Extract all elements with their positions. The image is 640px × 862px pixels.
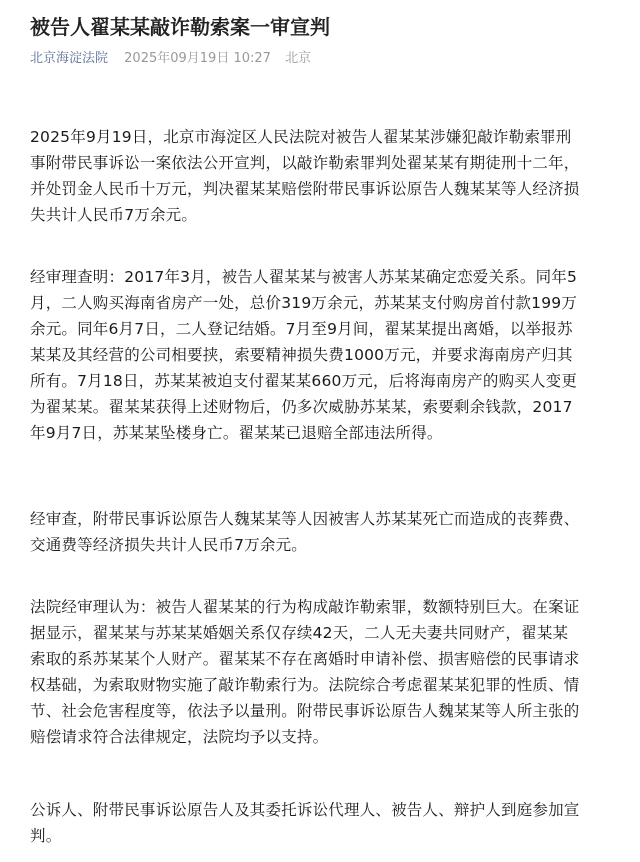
- text-line: 2025年9月19日，北京市海淀区人民法院对被告人翟某某涉嫌犯敲诈勒索罪刑: [30, 128, 572, 146]
- text-line: 经审查，附带民事诉讼原告人魏某某等人因被害人苏某某死亡而造成的丧葬费、: [30, 510, 580, 528]
- text-line: 所有。7月18日，苏某某被迫支付翟某某660万元，后将海南房产的购买人变更: [30, 372, 578, 390]
- text-line: 赔偿请求符合法律规定，法院均予以支持。: [30, 728, 329, 746]
- text-line: 失共计人民币7万余元。: [30, 206, 198, 224]
- publish-time: 2025年09月19日 10:27: [124, 51, 271, 66]
- text-line: 事附带民事诉讼一案依法公开宣判，以敲诈勒索罪判处翟某某有期徒刑十二年，: [30, 154, 580, 172]
- article-title: 被告人翟某某敲诈勒索案一审宣判: [30, 15, 330, 39]
- paragraph-attendance: [30, 797, 620, 849]
- text-line: 判。: [30, 827, 62, 845]
- publish-location: 北京: [285, 51, 312, 66]
- paragraph-civil-claim: [30, 506, 620, 558]
- text-line: 节、社会危害程度等，依法予以量刑。附带民事诉讼原告人魏某某等人所主张的: [30, 702, 580, 720]
- text-line: 索取的系苏某某个人财产。翟某某不存在离婚时申请补偿、损害赔偿的民事请求: [30, 650, 580, 668]
- paragraph-court-opinion: [30, 594, 620, 750]
- source-link[interactable]: 北京海淀法院: [30, 51, 109, 66]
- text-line: 为翟某某。翟某某获得上述财物后，仍多次威胁苏某某，索要剩余钱款，2017: [30, 398, 573, 416]
- text-line: 交通费等经济损失共计人民币7万余元。: [30, 536, 307, 554]
- text-line: 法院经审理认为：被告人翟某某的行为构成敲诈勒索罪，数额特别巨大。在案证: [30, 598, 580, 616]
- text-line: 月，二人购买海南省房产一处，总价319万余元，苏某某支付购房首付款199万: [30, 294, 578, 312]
- paragraph-facts: [30, 264, 620, 446]
- text-line: 公诉人、附带民事诉讼原告人及其委托诉讼代理人、被告人、辩护人到庭参加宣: [30, 801, 580, 819]
- text-line: 余元。同年6月7日，二人登记结婚。7月至9月间，翟某某提出离婚，以举报苏: [30, 320, 573, 338]
- paragraph-verdict: [30, 124, 620, 228]
- text-line: 某某及其经营的公司相要挟，索要精神损失费1000万元，并要求海南房产归其: [30, 346, 573, 364]
- text-line: 年9月7日，苏某某坠楼身亡。翟某某已退赔全部违法所得。: [30, 424, 443, 442]
- article-meta: [30, 50, 311, 68]
- text-line: 权基础，为索取财物实施了敲诈勒索行为。法院综合考虑翟某某犯罪的性质、情: [30, 676, 580, 694]
- text-line: 并处罚金人民币十万元，判决翟某某赔偿附带民事诉讼原告人魏某某等人经济损: [30, 180, 580, 198]
- text-line: 据显示，翟某某与苏某某婚姻关系仅存续42天，二人无夫妻共同财产，翟某某: [30, 624, 569, 642]
- text-line: 经审理查明：2017年3月，被告人翟某某与被害人苏某某确定恋爱关系。同年5: [30, 268, 578, 286]
